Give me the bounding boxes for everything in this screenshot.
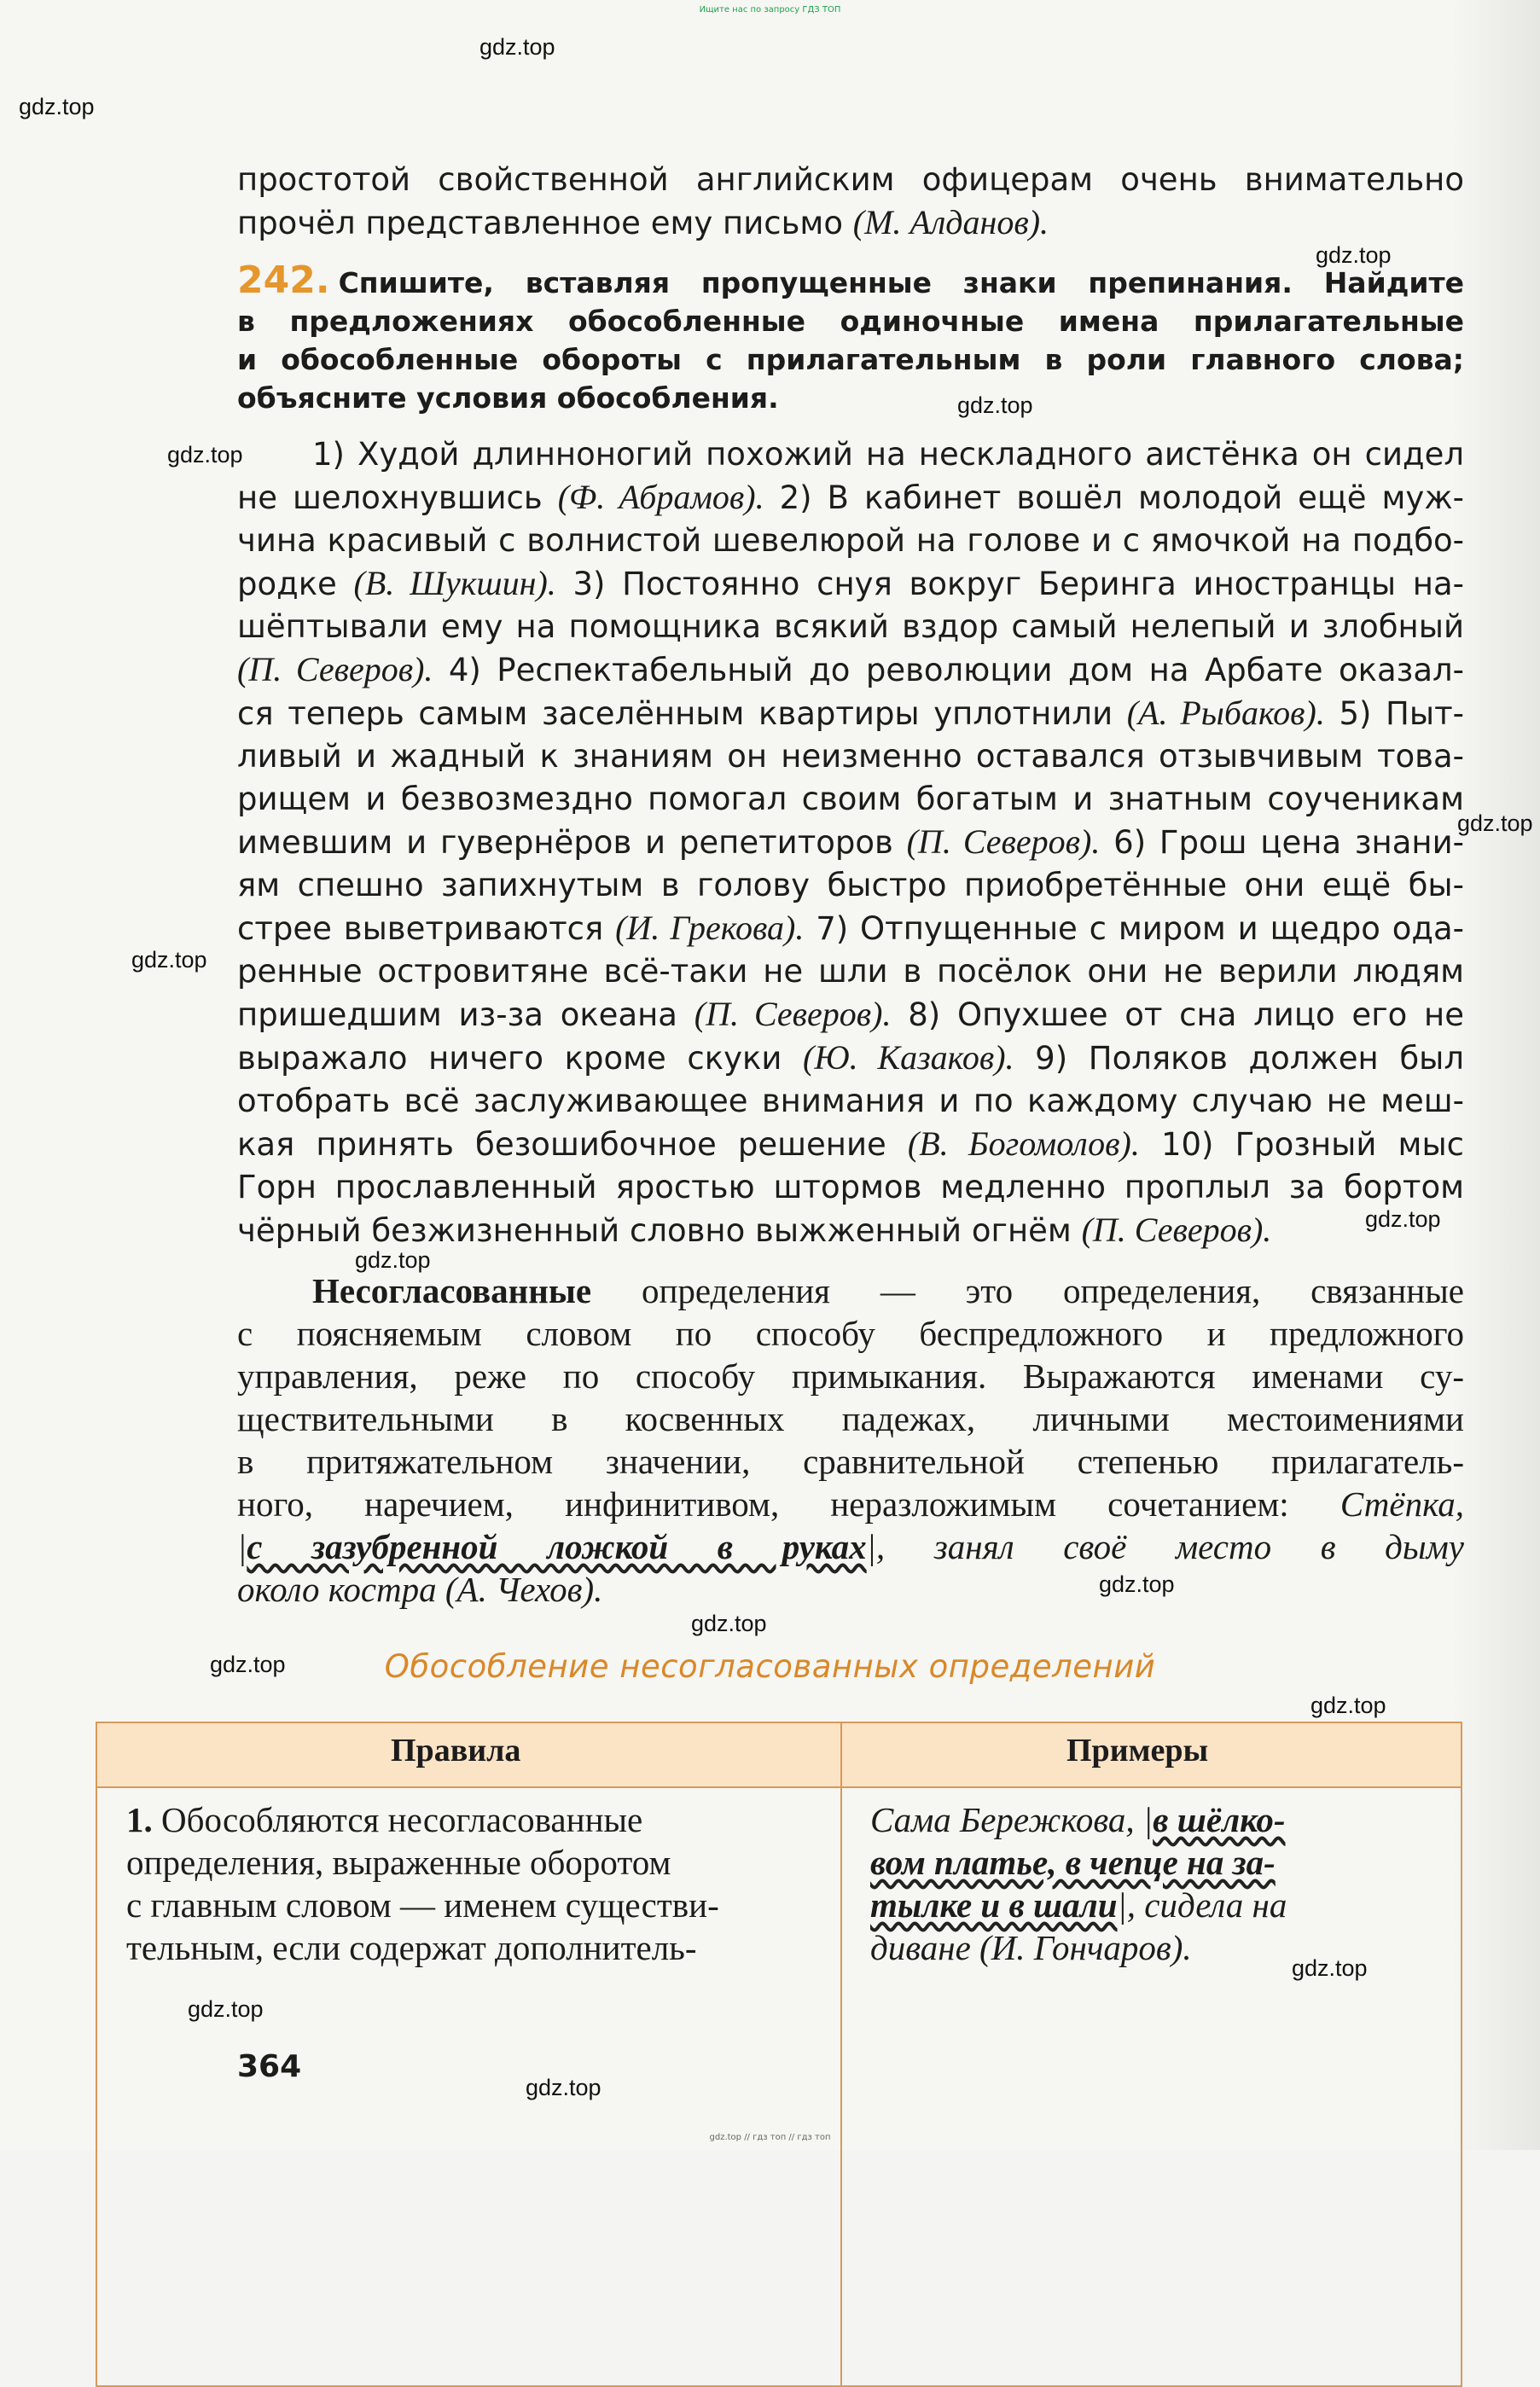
watermark: gdz.top (1365, 1206, 1441, 1232)
top-banner[interactable]: Ищите нас по запросу ГДЗ ТОП (699, 5, 841, 15)
watermark: gdz.top (479, 34, 555, 60)
text-line: стрее выветриваются (И. Грекова). 7) Отпущенные с миром и щедро ода- (237, 909, 1464, 947)
watermark: gdz.top (1316, 242, 1392, 268)
watermark: gdz.top (131, 947, 207, 973)
text-line: ливый и жадный к знаниям он неизменно оставался отзывчивым това- (237, 738, 1464, 775)
example-cell (870, 1798, 1433, 1969)
rule-line: Несогласованные определения — это определения, связанные (312, 1271, 1464, 1310)
author-citation: (П. Северов). (1081, 1211, 1272, 1249)
rule-line: ществительными в косвенных падежах, личными местоимениями (237, 1399, 1464, 1438)
watermark: gdz.top (167, 442, 243, 468)
rule-line: управления, реже по способу примыкания. Выражаются именами су- (237, 1356, 1464, 1396)
watermark: gdz.top (957, 392, 1033, 418)
text-line: кая принять безошибочное решение (В. Богомолов). 10) Грозный мыс (237, 1124, 1464, 1163)
cell-line: Сама Бережкова, |в шёлко- (870, 1800, 1286, 1839)
rule-line: в притяжательном значении, сравнительной степенью прилагатель- (237, 1442, 1464, 1481)
column-divider (840, 1723, 842, 2385)
watermark: gdz.top (355, 1247, 431, 1273)
author-citation: (М. Алданов). (852, 203, 1049, 241)
text-line: родке (В. Шукшин). 3) Постоянно снуя вокруг Беринга иностранцы на- (237, 564, 1464, 602)
text-line: не шелохнувшись (Ф. Абрамов). 2) В кабинет вошёл молодой ещё муж- (237, 478, 1464, 516)
rule-line: |с зазубренной ложкой в руках|, занял своё место в дыму (237, 1527, 1464, 1566)
cell-line: с главным словом — именем существи- (126, 1885, 719, 1925)
header-rules: Правила (391, 1733, 521, 1768)
rule-line: с поясняемым словом по способу беспредложного и предложного (237, 1314, 1464, 1353)
cell-line: вом платье, в чепце на за- (870, 1843, 1276, 1882)
cell-line: 1. Обособляются несогласованные (126, 1800, 643, 1839)
text-line: выражало ничего кроме скуки (Ю. Казаков). 9) Поляков должен был (237, 1038, 1464, 1077)
exercise-number: 242. (237, 258, 330, 302)
text-line: прочёл представленное ему письмо (М. Алданов). (237, 203, 1049, 241)
rule-paragraph (237, 1269, 1464, 1611)
bottom-banner[interactable]: gdz.top // гдз топ // гдз топ (709, 2133, 831, 2142)
author-citation: (П. Северов). (906, 822, 1101, 861)
intro-text (237, 159, 1464, 245)
table-title: Обособление несогласованных определений (384, 1648, 1156, 1685)
text-line: ям спешно запихнутым в голову быстро приобретённые они ещё бы- (237, 867, 1464, 903)
watermark: gdz.top (188, 1996, 264, 2022)
author-citation: (П. Северов). (237, 650, 433, 688)
watermark: gdz.top (691, 1611, 767, 1636)
exercise-text (237, 433, 1464, 1252)
text-line: ся теперь самым заселённым квартиры уплотнили (А. Рыбаков). 5) Пыт- (237, 694, 1464, 732)
rule-line: около костра (А. Чехов). (237, 1570, 603, 1609)
text-line: чина красивый с волнистой шевелюрой на голове и с ямочкой на подбо- (237, 522, 1464, 559)
author-citation: (В. Богомолов). (907, 1124, 1140, 1163)
cell-line: тельным, если содержат дополнитель- (126, 1928, 697, 1967)
author-citation: (А. Рыбаков). (1126, 694, 1325, 732)
isolated-phrase: с зазубренной ложкой в руках (247, 1527, 867, 1566)
author-citation: (Ю. Казаков). (803, 1038, 1014, 1077)
task-line: и обособленные обороты с прилагательным в роли главного слова; (237, 343, 1464, 376)
cell-line: определения, выраженные оборотом (126, 1843, 671, 1882)
text-line: Горн прославленный яростью штормов медленно проплыл за бортом (237, 1169, 1464, 1205)
rule-line: ного, наречием, инфинитивом, неразложимым сочетанием: Стёпка, (237, 1484, 1464, 1524)
text-line: простотой свойственной английским офицерам очень внимательно (237, 161, 1464, 198)
header-examples: Примеры (1066, 1733, 1209, 1768)
task-line: в предложениях обособленные одиночные имена прилагательные (237, 305, 1464, 338)
table-header (97, 1723, 1461, 1788)
rule-term: Несогласованные (312, 1271, 592, 1310)
author-citation: (В. Шукшин). (353, 564, 556, 602)
cell-line: тылке и в шали|, сидела на (870, 1885, 1287, 1925)
author-citation: (И. Грекова). (615, 909, 805, 947)
rule-cell (126, 1798, 817, 1969)
watermark: gdz.top (1099, 1571, 1175, 1597)
exercise-task (237, 258, 1464, 417)
text-line: ренные островитяне всё-таки не шли в посёлок они не верили людям (237, 953, 1464, 990)
watermark: gdz.top (1457, 810, 1533, 836)
author-citation: (П. Северов). (694, 995, 892, 1033)
text-line: рищем и безвозмездно помогал своим богатым и знатным соученикам (237, 781, 1464, 817)
watermark: gdz.top (19, 94, 95, 119)
watermark: gdz.top (210, 1652, 286, 1677)
page-number: 364 (237, 2049, 302, 2084)
task-line: объясните условия обособления. (237, 381, 779, 415)
watermark: gdz.top (526, 2075, 601, 2100)
author-citation: (Ф. Абрамов). (557, 478, 764, 516)
text-line: отобрать всё заслуживающее внимания и по каждому случаю не меш- (237, 1083, 1464, 1119)
text-line: пришедшим из-за океана (П. Северов). 8) Опухшее от сна лицо его не (237, 995, 1464, 1033)
watermark: gdz.top (1292, 1955, 1368, 1981)
text-line: чёрный безжизненный словно выжженный огнём (П. Северов). (237, 1211, 1272, 1249)
text-line: имевшим и гувернёров и репетиторов (П. Северов). 6) Грош цена знани- (237, 822, 1464, 861)
text-line: шёптывали ему на помощника всякий вздор самый нелепый и злобный (237, 608, 1464, 645)
watermark: gdz.top (1310, 1693, 1386, 1718)
cell-line: диване (И. Гончаров). (870, 1928, 1192, 1967)
text-line: 1) Худой длинноногий похожий на нескладного аистёнка он сидел (312, 436, 1464, 473)
task-line: 242. Спишите, вставляя пропущенные знаки препинания. Найдите (237, 258, 1464, 302)
text-line: (П. Северов). 4) Респектабельный до революции дом на Арбате оказал- (237, 650, 1464, 688)
